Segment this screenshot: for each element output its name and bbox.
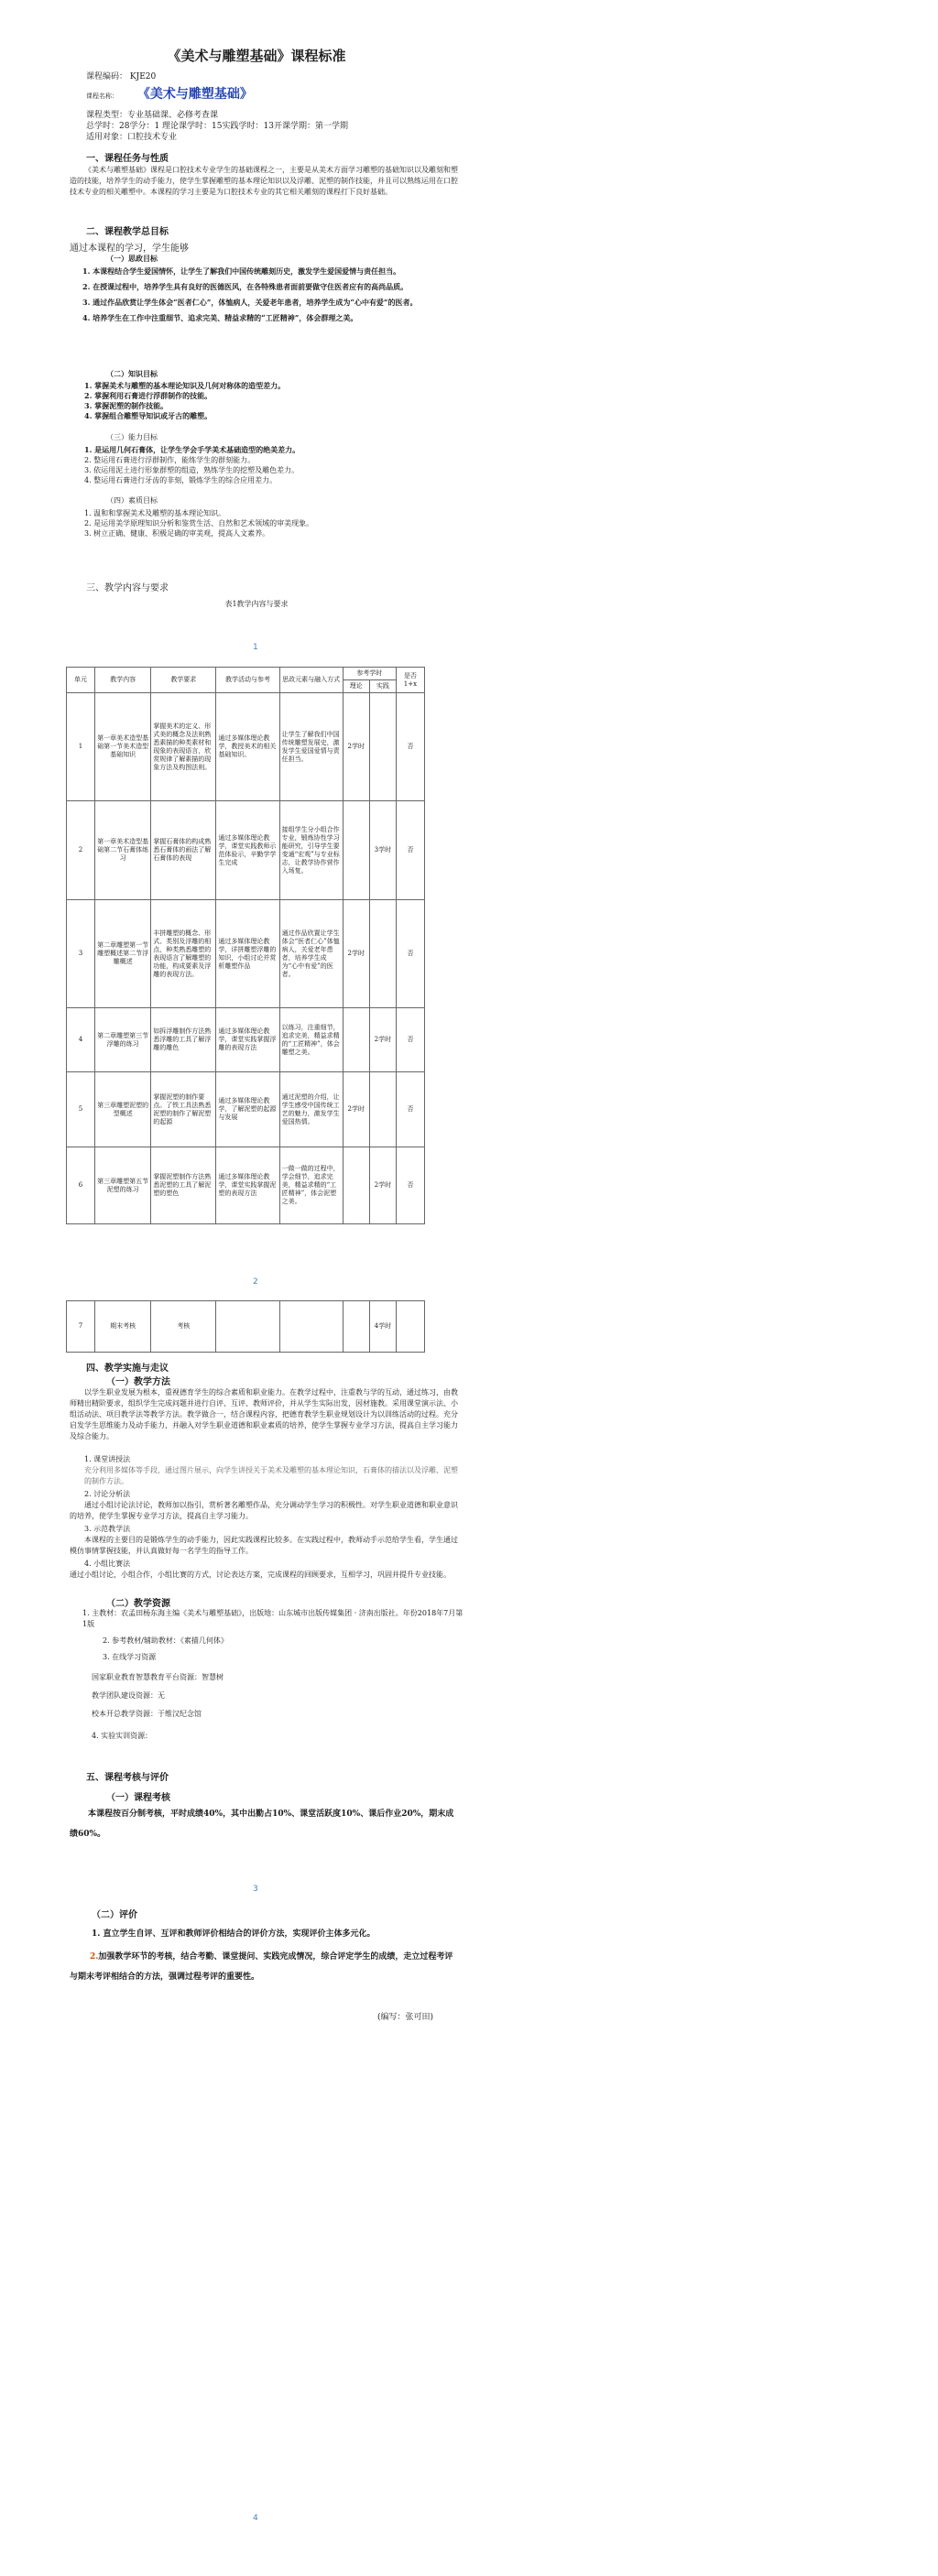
- method-intro: 以学生职业发展为根本，重视德育学生的综合素质和职业能力。在教学过程中，注重教与学的互动，通过练习，由教师精出精阶要求，组织学生完成问题并进行自评、互评、教师评价，并从学生实际出发，因材施教。采用课堂演示法、小组活动法、项目教学法等教学方法。教学做合一，结合课程内容，把德育教学生职业规划设计为以训练活动的过程。充分启发学生思维能力及动手能力，并融入对学生职业道德和职业素质的培养，使学生掌握专业学习方法，提高自主学习能力及综合能力。: [70, 1388, 458, 1440]
- course-code-label: 课程编码：: [86, 72, 128, 82]
- section2-intro: 通过本课程的学习，学生能够: [70, 244, 189, 254]
- cell-practice: [369, 1072, 396, 1147]
- content-table-continued: [66, 1300, 425, 1353]
- table-row: [67, 1008, 425, 1072]
- cell-unit: 2: [67, 801, 95, 900]
- resource3: 3. 在线学习资源: [103, 1653, 157, 1661]
- method4-title: 4. 小组比赛法: [84, 1560, 131, 1568]
- cell-sz: 通过作品欣置让学生体会“医者仁心”体恤病人，关爱老年患者，培养学生成为“心中有爱”的医者。: [279, 900, 343, 1008]
- table-row: [67, 1072, 425, 1147]
- cell-practice: 2学时: [369, 1147, 396, 1224]
- cell-1x: 否: [396, 900, 424, 1008]
- section3-heading: 三、教学内容与要求: [86, 583, 169, 593]
- knowledge-goal-item: 4. 掌握组合雕塑导知识或牙古的雕塑。: [84, 411, 213, 420]
- cell-theory: [343, 1008, 369, 1072]
- cell-practice: 2学时: [369, 1008, 396, 1072]
- course-code: KJE20: [129, 72, 157, 82]
- method2-title: 2. 讨论分析法: [84, 1490, 131, 1498]
- cell-practice: 4学时: [369, 1301, 396, 1353]
- cell-content: 第三章雕塑第五节泥塑的练习: [95, 1147, 151, 1224]
- page-title: 《美术与雕塑基础》课程标准: [167, 48, 346, 64]
- ability-goal-heading: （三）能力目标: [106, 433, 158, 441]
- cell-theory: [343, 1147, 369, 1224]
- cell-require: 掌握泥塑的制作要点。了铁工具法熟悉泥塑的制作了解泥塑的起源: [151, 1072, 216, 1147]
- cell-theory: 2学时: [343, 1072, 369, 1147]
- cell-1x: 否: [396, 693, 424, 801]
- sz-goal-heading: （一）思政目标: [106, 254, 158, 263]
- cell-unit: 7: [67, 1301, 95, 1353]
- quality-goal-heading: （四）素质目标: [106, 496, 158, 505]
- content-table: [66, 667, 425, 1224]
- section1-body: 《美术与雕塑基础》课程是口腔技术专业学生的基础课程之一，主要是从美术方面学习雕塑的基础知识以及雕刻和塑造的技能，培养学生的动手能力，使学生掌握雕塑的基本理论知识以及浮雕、泥塑的制作技能，并且可以熟练运用在口腔技术专业的相关雕塑中。本课程的学习主要是为口腔技术专业的其它相关雕刻的课程打下良好基础。: [70, 166, 458, 196]
- section1-heading: 一、课程任务与性质: [86, 154, 169, 164]
- col-1x: 是否1+x: [396, 668, 424, 693]
- ability-goal-item: 1. 是运用几何石膏体，让学生学会手学美术基础造型的绝美差力。: [84, 445, 300, 454]
- col-ref-hours: 参考学时: [343, 668, 396, 680]
- col-practice: 实践: [369, 680, 396, 693]
- sz-goal-list: [82, 266, 467, 323]
- page-number: 2: [253, 1277, 258, 1287]
- cell-activity: 通过多媒体理论教学，教授美术的相关基础知识。: [216, 693, 279, 801]
- cell-1x: 否: [396, 1072, 424, 1147]
- cell-theory: 2学时: [343, 693, 369, 801]
- cell-practice: [369, 900, 396, 1008]
- evaluation-heading: （二）评价: [92, 1910, 137, 1920]
- knowledge-goal-heading: （二）知识目标: [106, 369, 158, 378]
- course-target: 适用对象：口腔技术专业: [86, 133, 178, 142]
- col-sz: 思政元素与融入方式: [279, 668, 343, 693]
- evaluation-item1: 1. 直立学生自评、互评和教师评价相结合的评价方法，实现评价主体多元化。: [92, 1929, 376, 1939]
- cell-practice: [369, 693, 396, 801]
- table-row: [67, 1301, 425, 1353]
- cell-unit: 6: [67, 1147, 95, 1224]
- cell-activity: 通过多媒体理论教学，课堂实践教师示范体验示，辛勤学学生完成: [216, 801, 279, 900]
- page-number: 3: [253, 1885, 258, 1894]
- method-heading: （一）教学方法: [106, 1377, 170, 1387]
- quality-goal-list: [84, 508, 469, 538]
- knowledge-goal-item: 2. 掌握利用石膏进行浮群制作的技能。: [84, 391, 213, 400]
- course-name: 《美术与雕塑基础》: [136, 87, 253, 102]
- cell-theory: [343, 1301, 369, 1353]
- cell-sz: 通过泥塑的介绍，让学生感受中国传统工艺的魅力，激发学生爱国热情。: [279, 1072, 343, 1147]
- method3-title: 3. 示范教学法: [84, 1525, 131, 1533]
- cell-content: 第二章雕塑第三节浮雕的练习: [95, 1008, 151, 1072]
- resource2: 2. 参考教材/辅助教材：《素描几何体》: [103, 1636, 228, 1645]
- cell-unit: 3: [67, 900, 95, 1008]
- cell-sz: 让学生了解我们中国传统雕塑发展史，激发学生爱国爱情与责任担当。: [279, 693, 343, 801]
- assessment-body: 本课程按百分制考核，平时成绩40%，其中出勤占10%、课堂活跃度10%、课后作业20%，期末成绩60%。: [70, 1810, 454, 1839]
- resource3a: 国家职业教育智慧教育平台资源：智慧树: [92, 1673, 224, 1681]
- cell-activity: 通过多媒体理论教学，了解泥塑的起源与发展: [216, 1072, 279, 1147]
- method3-body: 本课程的主要目的是锻炼学生的动手能力，因此实践课程比较多。在实践过程中，教师动手示范给学生看，学生通过模仿事情掌握技能，并认真做好每一名学生的指导工作。: [70, 1536, 458, 1555]
- ability-goal-item: 2. 整运用石膏进行浮群制作，能练学生的群刻能力。: [84, 456, 256, 464]
- cell-sz: 接组学生分小组合作专业，锻炼协性学习能研究，引导学生要变通“宏观”与专业标志，让教学协作营作入场复。: [279, 801, 343, 900]
- cell-activity: 通过多媒体理论教学，课堂实践掌握泥塑的表现方法: [216, 1147, 279, 1224]
- cell-unit: 5: [67, 1072, 95, 1147]
- section5-heading: 五、课程考核与评价: [86, 1773, 169, 1783]
- cell-1x: 否: [396, 1147, 424, 1224]
- col-require: 教学要求: [151, 668, 216, 693]
- sz-goal-item: 1. 本课程结合学生爱国情怀，让学生了解我们中国传统雕刻历史，激发学生爱国爱情与责任担当。: [82, 266, 401, 276]
- page-number: 1: [253, 643, 258, 652]
- ability-goal-item: 3. 依运用泥土进行形象群塑的组造，熟练学生的挖塑及雕色差力。: [84, 466, 300, 474]
- method1-title: 1. 课堂讲授法: [84, 1455, 131, 1463]
- cell-content: 期末考核: [95, 1301, 151, 1353]
- sz-goal-item: 2. 在授课过程中，培养学生具有良好的医德医风，在各特殊患者面前要做守住医者应有的高尚品质。: [82, 282, 409, 291]
- page-number: 4: [253, 2514, 258, 2523]
- table-row: [67, 1147, 425, 1224]
- col-unit: 单元: [67, 668, 95, 693]
- resource-heading: （二）教学资源: [106, 1599, 170, 1609]
- evaluation-item2: [70, 1947, 454, 1987]
- cell-activity: [216, 1301, 279, 1353]
- cell-content: 第三章雕塑泥塑的型概述: [95, 1072, 151, 1147]
- method2-body: 通过小组讨论法讨论，教师加以指引，赏析著名雕塑作品，充分调动学生学习的积极性。对学生职业道德和职业意识的培养，使学生掌握专业学习方法，提高自主学习能力。: [70, 1501, 458, 1520]
- resource3c: 校本开总教学资源：于维汉纪念馆: [92, 1710, 202, 1718]
- cell-content: 第一章美术造型基础第二节石膏体练习: [95, 801, 151, 900]
- cell-require: 丰拼雕塑的概念、形式、类别及浮雕的相点，种类熟悉雕塑的表现语言了解雕塑的功能，构成要素及浮雕的表现方法。: [151, 900, 216, 1008]
- table-header-row: [67, 668, 425, 680]
- evaluation-item2-number: 2.: [90, 1952, 99, 1962]
- sz-goal-item: 3. 通过作品欣赏让学生体会“医者仁心”，体恤病人，关爱老年患者，培养学生成为“心中有爱”的医者。: [82, 298, 418, 307]
- col-activity: 教学活动与参考: [216, 668, 279, 693]
- cell-unit: 1: [67, 693, 95, 801]
- quality-goal-item: 1. 温和和掌握美术及雕塑的基本理论知识。: [84, 509, 226, 517]
- ability-goal-list: [84, 445, 469, 485]
- author-signature: (编写：张可田): [377, 2013, 434, 2022]
- assessment-heading: （一）课程考核: [106, 1793, 170, 1803]
- resource1: 1. 主教材：农孟田杨东海主编《美术与雕塑基础》，出版地：山东城市出版传媒集团 · 济南出版社。年份2018年7月第1版: [82, 1609, 464, 1628]
- table-row: [67, 693, 425, 801]
- cell-content: 第一章美术造型基础第一节美术造型基础知识: [95, 693, 151, 801]
- table-row: [67, 801, 425, 900]
- method4-body: 通过小组讨论，小组合作，小组比赛的方式，讨论表达方案，完成课程的回顾要求，互相学习，巩固并提升专业技能。: [70, 1571, 451, 1579]
- knowledge-goal-item: 1. 掌握美术与雕塑的基本理论知识及几何对称体的造型差力。: [84, 381, 286, 390]
- cell-sz: [279, 1301, 343, 1353]
- section2-heading: 二、课程教学总目标: [86, 227, 169, 237]
- cell-content: 第二章雕塑第一节雕塑概述第二节浮雕概述: [95, 900, 151, 1008]
- method1-body: 充分利用多媒体等手段，通过图片展示，向学生讲授关于美术及雕塑的基本理论知识，石膏体的描法以及浮雕、泥塑的制作方法。: [84, 1466, 458, 1485]
- cell-theory: 2学时: [343, 900, 369, 1008]
- col-content: 教学内容: [95, 668, 151, 693]
- course-name-label: 课程名称：: [86, 92, 118, 100]
- course-type: 课程类型：专业基础课、必修考查课: [86, 111, 219, 120]
- ability-goal-item: 4. 整运用石膏进行牙齿的非刻，锻炼学生的综合应用差力。: [84, 476, 278, 484]
- evaluation-item2-text: 加强教学环节的考核，结合考勤、课堂提问、实践完成情况，综合评定学生的成绩，走立过程考评与期末考评相结合的方法，强调过程考评的重要性。: [70, 1952, 453, 1982]
- cell-sz: 一做一做的过程中，学会细节，追求完美，精益求精的“工匠精神”，体会泥塑之美。: [279, 1147, 343, 1224]
- section4-heading: 四、教学实施与走议: [86, 1364, 169, 1374]
- cell-1x: 否: [396, 801, 424, 900]
- knowledge-goal-list: [84, 381, 469, 421]
- sz-goal-item: 4. 培养学生在工作中注重细节、追求完美、精益求精的“工匠精神”，体会群理之美。: [82, 313, 358, 322]
- quality-goal-item: 3. 树立正确、健康、积极足确的审美观，提高人文素养。: [84, 529, 270, 538]
- course-code-line: [86, 71, 156, 83]
- cell-practice: 3学时: [369, 801, 396, 900]
- table-caption: 表1教学内容与要求: [224, 600, 289, 608]
- course-hours: 总学时：28学分：1 理论课学时：15实践学时：13开课学期：第一学期: [86, 122, 348, 131]
- col-theory: 理论: [343, 680, 369, 693]
- cell-1x: 否: [396, 1008, 424, 1072]
- cell-theory: [343, 801, 369, 900]
- cell-require: 掌握美术的定义、形式美的概念及法则熟悉素描的种类素材和现象的表现语言，欣赏规律了解素描的现象方法及构图法则。: [151, 693, 216, 801]
- cell-require: 如拆浮雕制作方法熟悉浮雕的工具了解浮雕的雕色: [151, 1008, 216, 1072]
- cell-require: 考核: [151, 1301, 216, 1353]
- resource3b: 教学团队建设资源：无: [92, 1691, 165, 1700]
- cell-require: 掌握泥塑制作方法熟悉泥塑的工具了解泥塑的塑色: [151, 1147, 216, 1224]
- cell-unit: 4: [67, 1008, 95, 1072]
- knowledge-goal-item: 3. 掌握泥塑的制作技能。: [84, 401, 169, 410]
- cell-sz: 以练习，注重细节，追求完美，精益求精的“工匠精神”，体会雕塑之美。: [279, 1008, 343, 1072]
- cell-require: 掌握石膏体的构成熟悉石膏体的画法了解石膏体的表现: [151, 801, 216, 900]
- resource4: 4. 实验实训资源：: [92, 1732, 153, 1740]
- table-row: [67, 900, 425, 1008]
- cell-activity: 通过多媒体理论教学，课堂实践掌握浮雕的表现方法: [216, 1008, 279, 1072]
- course-name-line: [86, 89, 253, 103]
- cell-activity: 通过多媒体理论教学，详拼雕塑浮雕的知识，小组讨论并赏析雕塑作品: [216, 900, 279, 1008]
- cell-1x: [396, 1301, 424, 1353]
- quality-goal-item: 2. 是运用美学原理知识分析和鉴赏生活、自然和艺术领域的审美现象。: [84, 519, 314, 527]
